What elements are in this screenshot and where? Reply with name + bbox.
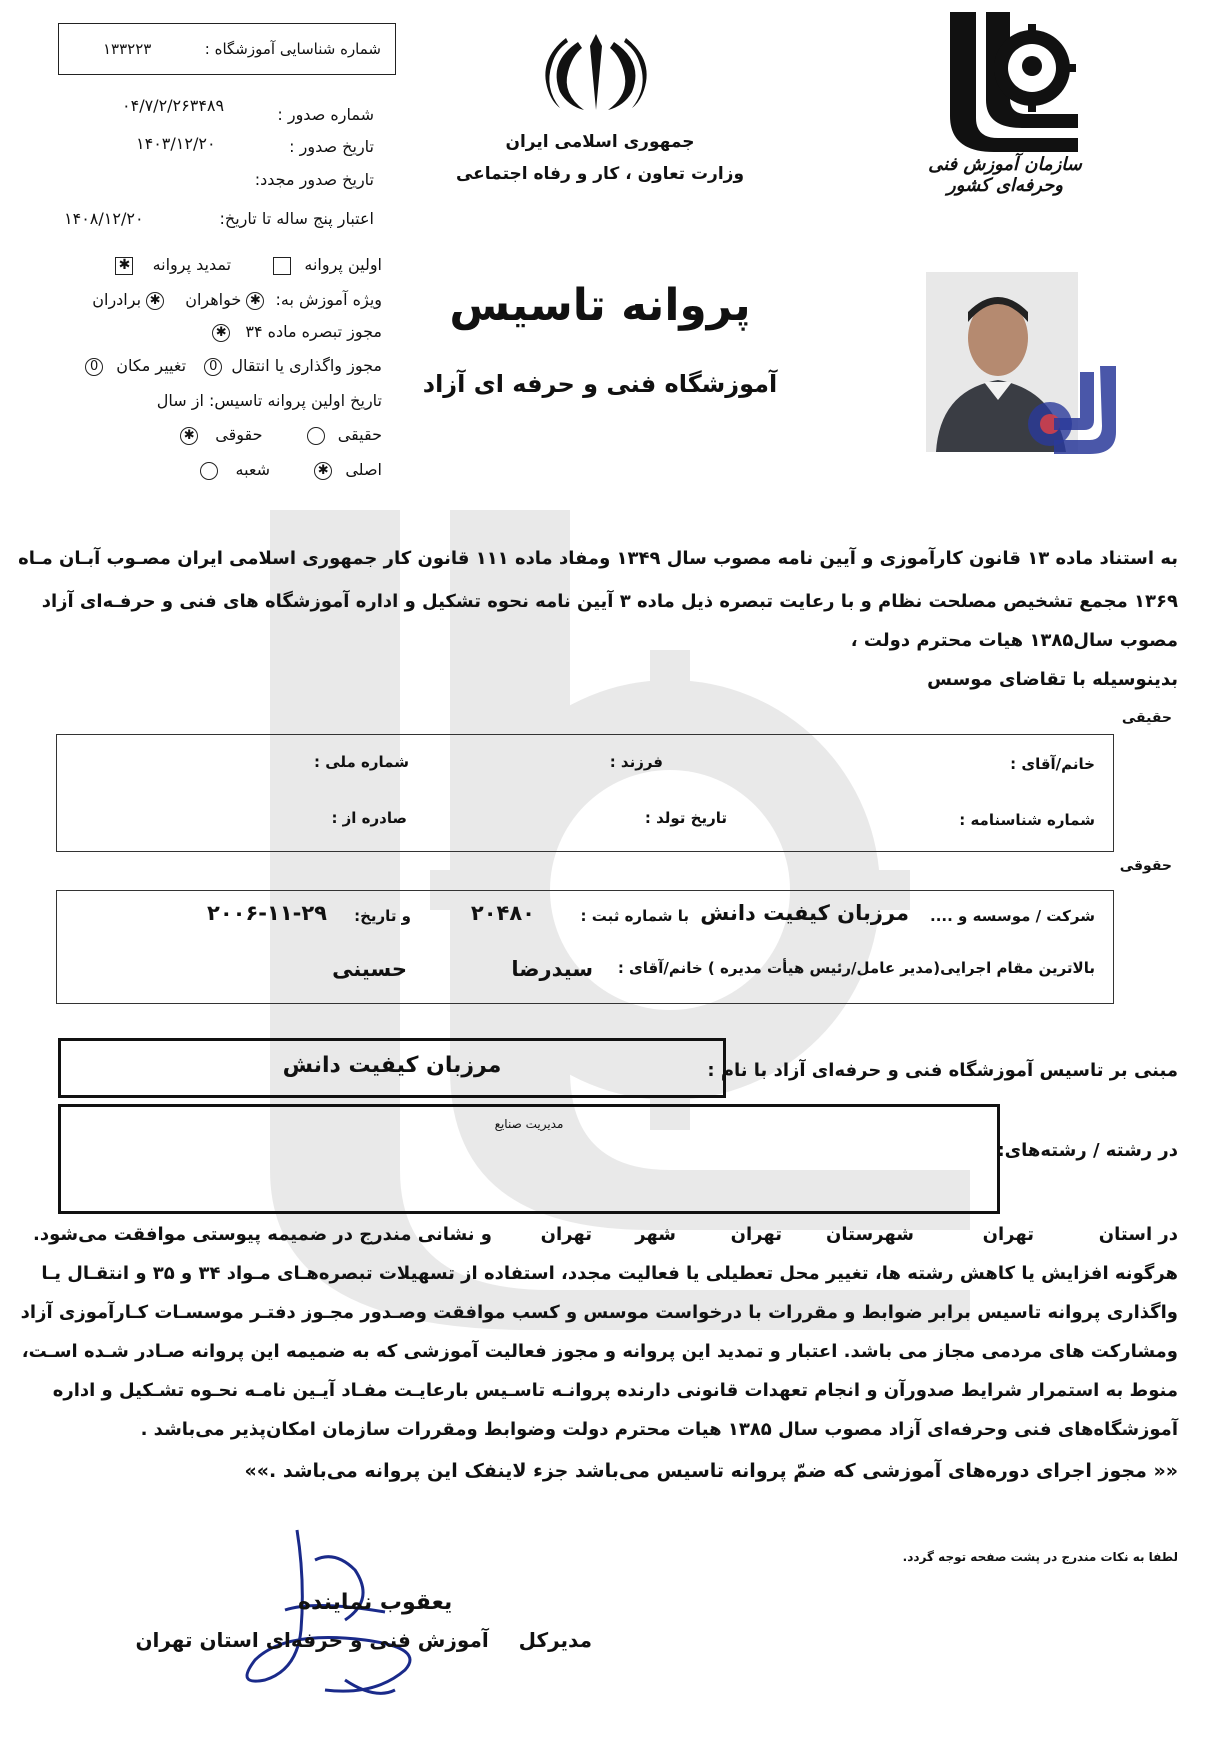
natural-label: حقیقی: [337, 425, 382, 444]
photo-logo-stamp-icon: [1050, 362, 1120, 458]
first-license-label: اولین پروانه: [304, 255, 382, 274]
fields-value: مدیریت صنایع: [494, 1117, 564, 1131]
terms-line-2: واگذاری پروانه تاسیس برابر ضوابط و مقررات با درخواست موسس و کسب موافقت وصـدور مجـوز دفتـر موسسـات کـارآموزی آزاد: [20, 1302, 1178, 1323]
terms-line-1: هرگونه افزایش یا کاهش رشته ها، تغییر محل تعطیلی یا فعالیت مجدد، استفاده از تسهیلات تبصره‌هـای مـواد ۳۴ و ۳۵ و انتقـال یـا: [41, 1263, 1178, 1284]
document-title: پروانه تاسیس: [449, 280, 751, 331]
company-value: مرزبان کیفیت دانش: [700, 901, 909, 925]
branch-radio: [200, 462, 218, 480]
institute-id-label: شماره شناسایی آموزشگاه :: [204, 40, 381, 58]
entity-type-row: [180, 425, 382, 445]
ministry-name: وزارت تعاون ، کار و رفاه اجتماعی: [455, 164, 745, 184]
institute-name-value: مرزبان کیفیت دانش: [282, 1053, 502, 1078]
institute-id-value: ۱۳۳۲۲۳: [103, 40, 152, 58]
executive-label: بالاترین مقام اجرایی(مدیر عامل/رئیس هیأت مدیره ) خانم/آقای :: [617, 959, 1095, 977]
body-line-2: ۱۳۶۹ مجمع تشخیص مصلحت نظام و با رعایت تبصره ذیل ماده ۳ آیین نامه نحوه تشکیل و اداره آموزشگاه های فنی و حرفـه‌ای آزاد: [41, 591, 1178, 612]
issue-date-value: ۱۴۰۳/۱۲/۲۰: [136, 134, 216, 153]
branch-label: شعبه: [235, 460, 271, 479]
body-line-1: به استناد ماده ۱۳ قانون کارآموزی و آیین نامه مصوب سال ۱۳۴۹ ومفاد ماده ۱۱۱ قانون کار جمهوری اسلامی ایران مصـوب آبـان مـاه: [18, 548, 1178, 569]
country-name: جمهوری اسلامی ایران: [505, 132, 695, 152]
issue-number-value: ۰۴/۷/۲/۲۶۳۴۸۹: [122, 96, 225, 115]
terms-line-4: منوط به استمرار شرایط صدورآن و انجام تعهدات قانونی دارنده پروانـه تاسـیس بارعایـت مفـاد آیـین نامـه نحـوه تشـکیل و اداره: [52, 1380, 1178, 1401]
tvto-logo-icon: [932, 6, 1082, 154]
natural-national-id-label: شماره ملی :: [314, 753, 409, 771]
validity-value: ۱۴۰۸/۱۲/۲۰: [64, 209, 144, 228]
natural-section-label: حقیقی: [1121, 710, 1172, 726]
first-license-date-label: تاریخ اولین پروانه تاسیس: از سال: [156, 391, 382, 410]
main-radio: ✱: [314, 462, 332, 480]
body-line-3: مصوب سال۱۳۸۵ هیات محترم دولت ،: [850, 630, 1178, 651]
terms-line-3: ومشارکت های مردمی مجاز می باشد. اعتبار و تمدید این پروانه و مجوز فعالیت آموزشی که به ضمیمه این پروانه صـادر شـده اسـت،: [21, 1341, 1178, 1362]
reg-date-value: ۲۰۰۶-۱۱-۲۹: [207, 901, 327, 925]
institute-name-box: [58, 1038, 726, 1098]
branch-type-row: [200, 460, 382, 480]
iran-emblem-icon: [538, 32, 654, 116]
article34-label: مجوز تبصره ماده ۳۴: [245, 322, 382, 341]
transfer-label: مجوز واگذاری یا انتقال: [231, 356, 382, 375]
city-value: تهران: [540, 1224, 592, 1245]
transfer-radio: 0: [204, 358, 222, 376]
location-tail: و نشانی مندرج در ضمیمه پیوستی موافقت می‌شود.: [33, 1224, 492, 1245]
company-label: شرکت / موسسه و ....: [930, 907, 1095, 925]
county-label: شهرستان: [826, 1224, 914, 1245]
signer-title: [135, 1628, 592, 1652]
signer-title-a: مدیرکل: [518, 1628, 592, 1652]
province-label: در استان: [1098, 1224, 1178, 1245]
executive-last-name: حسینی: [332, 957, 407, 981]
natural-person-box: [56, 734, 1114, 852]
fields-label: در رشته / رشته‌های:: [997, 1140, 1178, 1161]
location-change-label: تغییر مکان: [116, 356, 187, 375]
institute-name-label: مبنی بر تاسیس آموزشگاه فنی و حرفه‌ای آزاد با نام :: [707, 1060, 1178, 1081]
reg-number-label: با شماره ثبت :: [580, 907, 689, 925]
reissue-date-label: تاریخ صدور مجدد:: [254, 170, 374, 189]
legal-section-label: حقوقی: [1119, 858, 1172, 874]
first-license-checkbox: [273, 257, 291, 275]
signature-icon: [225, 1520, 465, 1710]
brothers-radio: ✱: [146, 292, 164, 310]
natural-issued-from-label: صادره از :: [331, 809, 407, 827]
legal-person-box: [56, 890, 1114, 1004]
natural-child-of-label: فرزند :: [609, 753, 663, 771]
main-label: اصلی: [345, 460, 382, 479]
natural-name-label: خانم/آقای :: [1010, 755, 1095, 773]
terms-line-5: آموزشگاه‌های فنی وحرفه‌ای آزاد مصوب سال ۱۳۸۵ هیات محترم دولت وضوابط ومقررات سازمان امکان‌پذیر می‌باشد .: [140, 1419, 1178, 1440]
validity-label: اعتبار پنج ساله تا تاریخ:: [219, 209, 374, 228]
article34-radio: ✱: [212, 324, 230, 342]
legal-radio: ✱: [180, 427, 198, 445]
terms-line-6: «« مجوز اجرای دوره‌های آموزشی که ضمّ پروانه تاسیس می‌باشد جزء لاینفک این پروانه می‌باشد .»»: [244, 1460, 1178, 1482]
reg-number-value: ۲۰۴۸۰: [470, 901, 535, 925]
issue-date-label: تاریخ صدور :: [289, 137, 374, 156]
brothers-label: برادران: [92, 290, 142, 309]
institute-id-box: [58, 23, 396, 75]
reg-date-label: و تاریخ:: [354, 907, 411, 925]
natural-radio: [307, 427, 325, 445]
natural-birth-cert-label: شماره شناسنامه :: [959, 811, 1095, 829]
city-label: شهر: [635, 1224, 676, 1245]
county-value: تهران: [730, 1224, 782, 1245]
training-for-row: [92, 290, 382, 310]
province-value: تهران: [982, 1224, 1034, 1245]
location-change-radio: 0: [85, 358, 103, 376]
sisters-label: خواهران: [185, 290, 242, 309]
executive-first-name: سیدرضا: [511, 957, 593, 981]
natural-birth-date-label: تاریخ تولد :: [644, 809, 727, 827]
renew-license-label: تمدید پروانه: [152, 255, 232, 274]
training-for-label: ویژه آموزش به:: [275, 290, 382, 309]
tvto-org-name: سازمان آموزش فنی وحرفه‌ای کشور: [928, 154, 1082, 196]
signer-name: یعقوب نماینده: [298, 1590, 453, 1615]
fields-box: [58, 1104, 1000, 1214]
renew-license-checkbox: ✱: [115, 257, 133, 275]
first-license-row: [115, 255, 382, 275]
body-line-4: بدینوسیله با تقاضای موسس: [927, 669, 1178, 690]
sisters-radio: ✱: [246, 292, 264, 310]
article34-row: [212, 322, 382, 342]
document-subtitle: آموزشگاه فنی و حرفه ای آزاد: [422, 370, 778, 398]
signer-title-b: آموزش فنی و حرفه‌ای استان تهران: [135, 1628, 489, 1652]
back-page-note: لطفا به نکات مندرج در پشت صفحه توجه گردد.: [902, 1550, 1178, 1564]
legal-label: حقوقی: [215, 425, 263, 444]
transfer-row: [85, 356, 382, 376]
issue-number-label: شماره صدور :: [277, 105, 374, 124]
